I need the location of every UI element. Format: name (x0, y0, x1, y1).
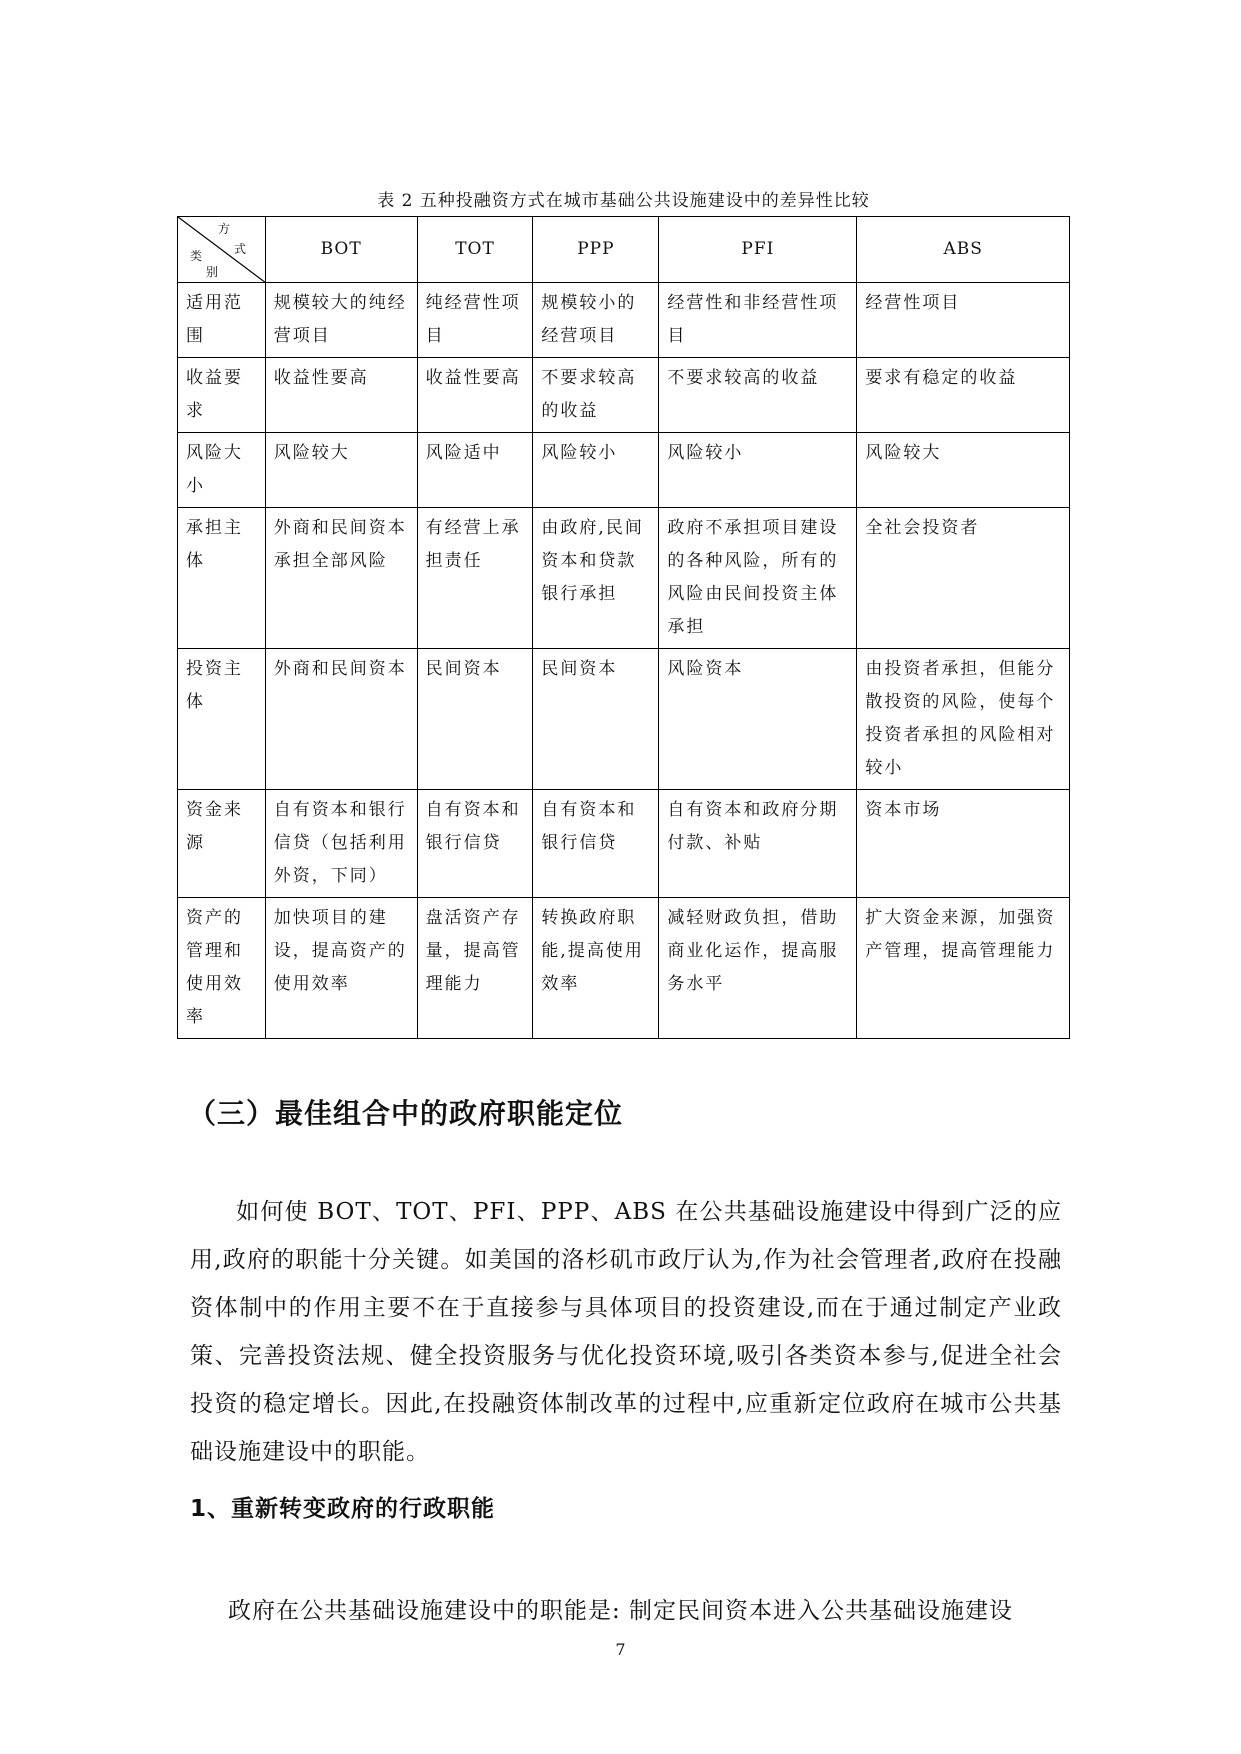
row-label: 适用范围 (178, 283, 266, 358)
column-header-ppp: PPP (533, 217, 659, 283)
table-cell: 风险较小 (533, 433, 659, 508)
table-cell: 加快项目的建设，提高资产的使用效率 (265, 898, 417, 1039)
table-row (178, 790, 1070, 898)
table-cell: 全社会投资者 (857, 508, 1070, 649)
section-paragraph (190, 1188, 1062, 1476)
table-cell: 自有资本和银行信贷 (533, 790, 659, 898)
row-label: 承担主体 (178, 508, 266, 649)
row-label: 收益要求 (178, 358, 266, 433)
table-row (178, 898, 1070, 1039)
table-cell: 规模较小的经营项目 (533, 283, 659, 358)
table-cell: 收益性要高 (265, 358, 417, 433)
corner-label-top2: 式 (234, 242, 247, 256)
table-cell: 外商和民间资本承担全部风险 (265, 508, 417, 649)
row-label: 投资主体 (178, 649, 266, 790)
subsection-paragraph-text: 政府在公共基础设施建设中的职能是: 制定民间资本进入公共基础设施建设 (228, 1598, 1014, 1624)
section-heading: （三）最佳组合中的政府职能定位 (188, 1097, 624, 1130)
corner-label-top: 方 (218, 222, 231, 236)
corner-label-bottom: 类 (190, 249, 203, 263)
comparison-table (177, 216, 1070, 1039)
table-row (178, 649, 1070, 790)
table-cell: 民间资本 (533, 649, 659, 790)
section-paragraph-text: 如何使 BOT、TOT、PFI、PPP、ABS 在公共基础设施建设中得到广泛的应用,政府的职能十分关键。如美国的洛杉矶市政厅认为,作为社会管理者,政府在投融资体制中的作用主要不在于直接参与具体项目的投资建设,而在于通过制定产业政策、完善投资法规、健全投资服务与优化投资环境,吸引各类资本参与,促进全社会投资的稳定增长。因此,在投融资体制改革的过程中,应重新定位政府在城市公共基础设施建设中的职能。 (190, 1199, 1062, 1465)
page-number: 7 (615, 1640, 626, 1659)
table-cell: 政府不承担项目建设的各种风险，所有的风险由民间投资主体承担 (659, 508, 857, 649)
subsection-paragraph (190, 1587, 1062, 1635)
table-row (178, 433, 1070, 508)
column-header-bot: BOT (265, 217, 417, 283)
table-cell: 资本市场 (857, 790, 1070, 898)
table-cell: 外商和民间资本 (265, 649, 417, 790)
table-cell: 风险较小 (659, 433, 857, 508)
table-cell: 经营性项目 (857, 283, 1070, 358)
row-label: 资金来源 (178, 790, 266, 898)
table-cell: 减轻财政负担，借助商业化运作，提高服务水平 (659, 898, 857, 1039)
table-cell: 由投资者承担，但能分散投资的风险，使每个投资者承担的风险相对较小 (857, 649, 1070, 790)
table-cell: 自有资本和政府分期付款、补贴 (659, 790, 857, 898)
table-corner-cell (178, 217, 266, 283)
table-cell: 自有资本和银行信贷 (417, 790, 533, 898)
table-cell: 由政府,民间资本和贷款银行承担 (533, 508, 659, 649)
row-label: 风险大小 (178, 433, 266, 508)
column-header-tot: TOT (417, 217, 533, 283)
table-row (178, 508, 1070, 649)
table-cell: 不要求较高的收益 (659, 358, 857, 433)
table-cell: 风险较大 (265, 433, 417, 508)
table-cell: 要求有稳定的收益 (857, 358, 1070, 433)
table-cell: 自有资本和银行信贷（包括利用外资，下同） (265, 790, 417, 898)
table-cell: 规模较大的纯经营项目 (265, 283, 417, 358)
subsection-heading: 1、重新转变政府的行政职能 (190, 1496, 496, 1522)
table-cell: 经营性和非经营性项目 (659, 283, 857, 358)
table-row (178, 358, 1070, 433)
table-cell: 不要求较高的收益 (533, 358, 659, 433)
table-cell: 民间资本 (417, 649, 533, 790)
column-header-pfi: PFI (659, 217, 857, 283)
table-cell: 有经营上承担责任 (417, 508, 533, 649)
table-row (178, 283, 1070, 358)
table-cell: 扩大资金来源，加强资产管理，提高管理能力 (857, 898, 1070, 1039)
table-cell: 风险适中 (417, 433, 533, 508)
table-cell: 风险较大 (857, 433, 1070, 508)
row-label: 资产的管理和使用效率 (178, 898, 266, 1039)
table-cell: 收益性要高 (417, 358, 533, 433)
table-caption: 表 2 五种投融资方式在城市基础公共设施建设中的差异性比较 (377, 191, 870, 211)
corner-label-bottom2: 别 (206, 265, 219, 279)
table-cell: 转换政府职能,提高使用效率 (533, 898, 659, 1039)
column-header-abs: ABS (857, 217, 1070, 283)
table-cell: 风险资本 (659, 649, 857, 790)
table-cell: 盘活资产存量，提高管理能力 (417, 898, 533, 1039)
table-cell: 纯经营性项目 (417, 283, 533, 358)
